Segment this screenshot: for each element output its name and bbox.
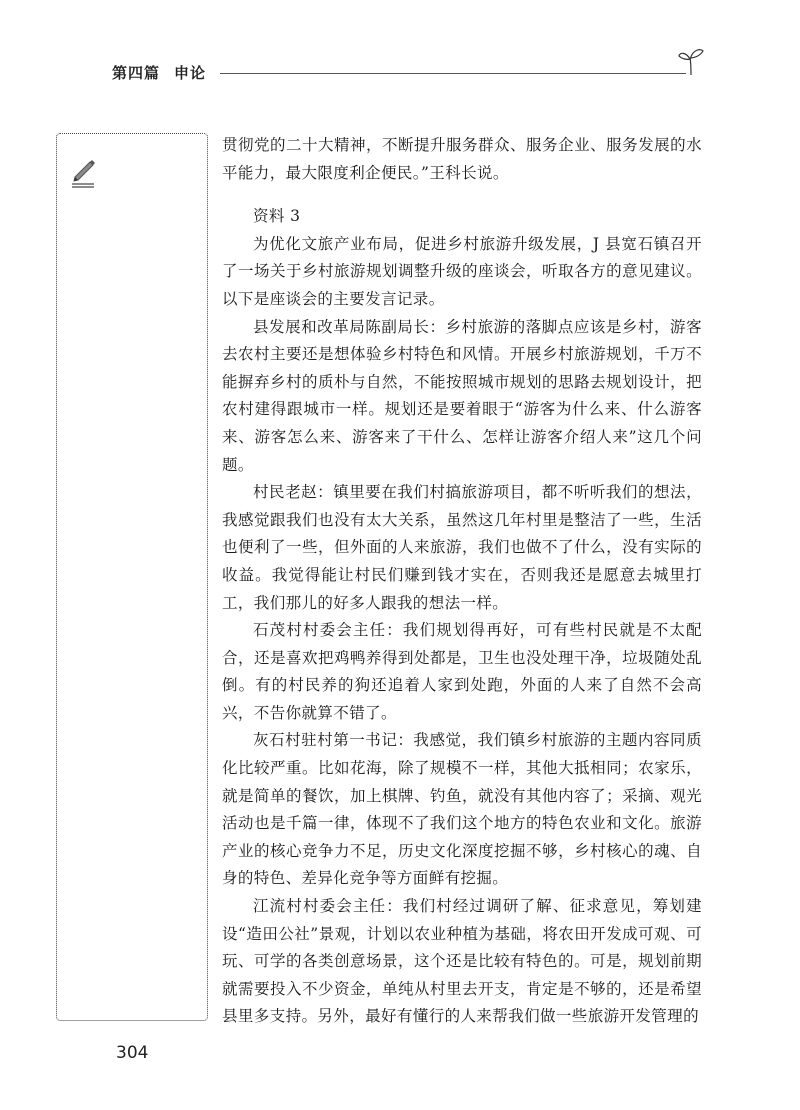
document-body xyxy=(222,132,702,1031)
continuation-paragraph: 贯彻党的二十大精神，不断提升服务群众、服务企业、服务发展的水平能力，最大限度利企便民。”王科长说。 xyxy=(222,136,702,182)
paragraph: 村民老赵：镇里要在我们村搞旅游项目，都不听听我们的想法，我感觉跟我们也没有太大关系，虽然这几年村里是整洁了一些，生活也便利了一些，但外面的人来旅游，我们也做不了什么，没有实际的收益。我觉得能让村民们赚到钱才实在，否则我还是愿意去城里打工，我们那儿的好多人跟我的想法一样。 xyxy=(222,483,702,612)
header-title xyxy=(112,62,206,83)
paragraph: 为优化文旅产业布局，促进乡村旅游升级发展，J 县宽石镇召开了一场关于乡村旅游规划调整升级的座谈会，听取各方的意见建议。以下是座谈会的主要发言记录。 xyxy=(222,234,702,308)
page-number: 304 xyxy=(116,1043,149,1063)
sprout-icon xyxy=(678,46,704,76)
header-subject: 申论 xyxy=(174,64,207,82)
paragraph: 灰石村驻村第一书记：我感觉，我们镇乡村旅游的主题内容同质化比较严重。比如花海，除了规模不一样，其他大抵相同；农家乐，就是简单的餐饮，加上棋牌、钓鱼，就没有其他内容了；采摘、观光活动也是千篇一律，体现不了我们这个地方的特色农业和文化。旅游产业的核心竞争力不足，历史文化深度挖掘不够，乡村核心的魂、自身的特色、差异化竞争等方面鲜有挖掘。 xyxy=(222,731,702,888)
page-header xyxy=(112,62,702,90)
paragraph: 江流村村委会主任：我们村经过调研了解、征求意见，筹划建设“造田公社”景观，计划以农业种植为基础，将农田开发成可观、可玩、可学的各类创意场景，这个还是比较有特色的。可是，规划前期就需要投入不少资金，单纯从村里去开支，肯定是不够的，还是希望县里多支持。另外，最好有懂行的人来帮我们做一些旅游开发管理的 xyxy=(222,897,702,1026)
pencil-icon xyxy=(68,156,98,188)
paragraph: 县发展和改革局陈副局长：乡村旅游的落脚点应该是乡村，游客去农村主要还是想体验乡村特色和风情。开展乡村旅游规划，千万不能摒弃乡村的质朴与自然，不能按照城市规划的思路去规划设计，把农村建得跟城市一样。规划还是要着眼于“游客为什么来、什么游客来、游客怎么来、游客来了干什么、怎样让游客介绍人来”这几个问题。 xyxy=(222,317,702,474)
material-label: 资料 3 xyxy=(253,207,301,226)
notes-margin-box xyxy=(56,133,208,1021)
header-rule xyxy=(220,73,686,74)
header-part: 第四篇 xyxy=(112,64,161,82)
paragraph: 石茂村村委会主任：我们规划得再好，可有些村民就是不太配合，还是喜欢把鸡鸭养得到处都是，卫生也没处理干净，垃圾随处乱倒。有的村民养的狗还追着人家到处跑，外面的人来了自然不会高兴，不告你就算不错了。 xyxy=(222,621,702,722)
